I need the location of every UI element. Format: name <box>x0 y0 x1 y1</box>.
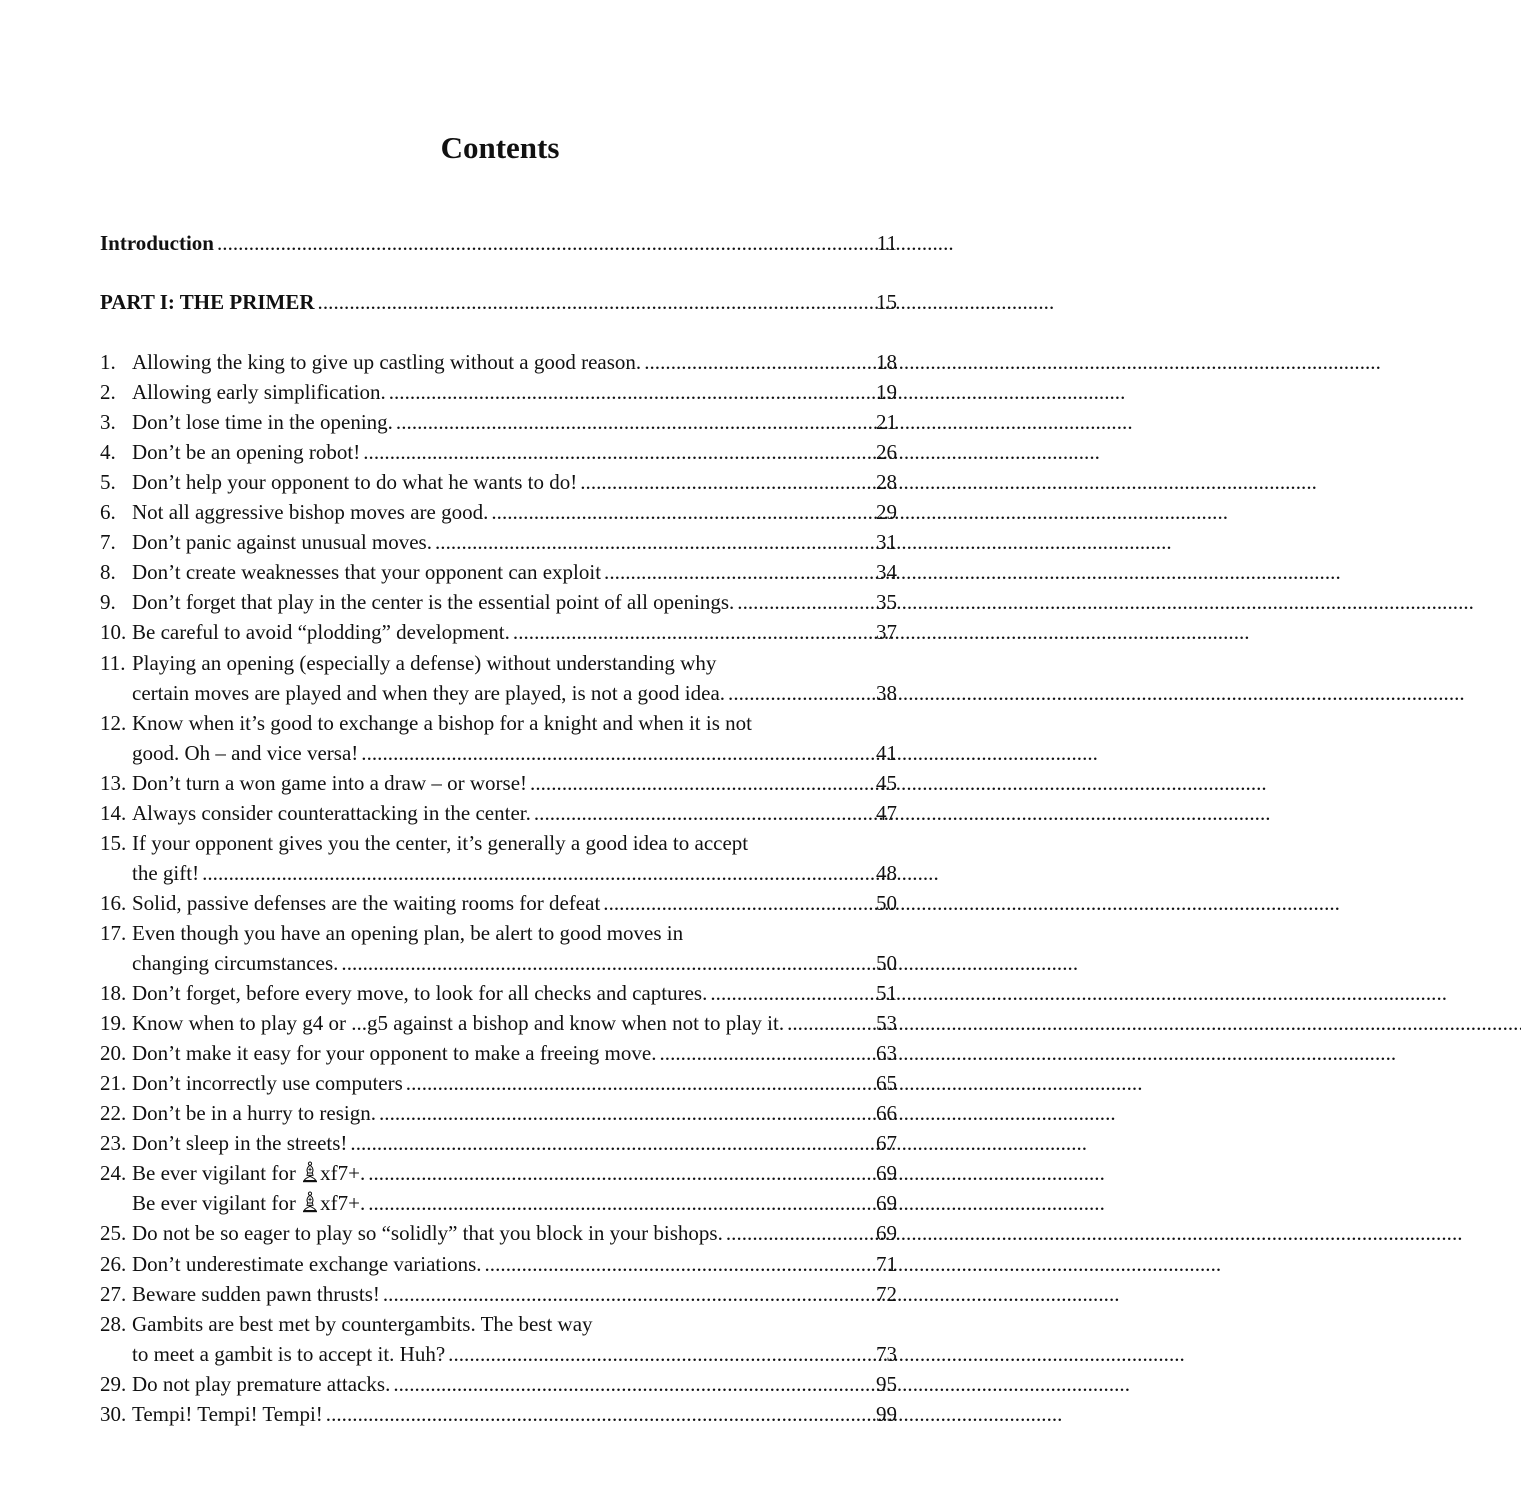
dot-leader <box>406 1068 873 1098</box>
entry-title: the gift! <box>132 860 200 885</box>
dot-leader <box>341 948 873 978</box>
toc-entry <box>100 648 897 678</box>
dot-leader <box>368 1188 873 1218</box>
toc-entry-continuation <box>100 1339 897 1369</box>
page-number: 65 <box>876 1071 897 1096</box>
dot-leader <box>644 347 873 377</box>
entry-title: Gambits are best met by countergambits. The best way <box>132 1311 593 1336</box>
entry-number: 23. <box>100 1131 127 1156</box>
page-number: 69 <box>876 1161 897 1186</box>
page-number: 19 <box>876 380 897 405</box>
entry-title: Allowing early simplification. <box>132 380 386 405</box>
entry-number: 17. <box>100 920 127 945</box>
entry-number: 7. <box>100 530 116 555</box>
toc-entry <box>100 557 897 587</box>
page-number: 29 <box>876 500 897 525</box>
toc-entry <box>100 587 897 617</box>
page-number: 34 <box>876 560 897 585</box>
entry-number: 13. <box>100 770 127 795</box>
dot-leader <box>485 1249 874 1279</box>
page-number: 28 <box>876 470 897 495</box>
chess-bishop-icon <box>301 1161 319 1183</box>
toc-entry <box>100 978 897 1008</box>
dot-leader <box>396 407 873 437</box>
entry-title: PART I: THE PRIMER <box>100 290 315 314</box>
dot-leader <box>363 437 873 467</box>
dot-leader <box>318 287 873 317</box>
entry-title: Don’t forget, before every move, to look for all checks and captures. <box>132 981 708 1006</box>
page-title: Contents <box>440 130 560 165</box>
dot-leader <box>534 798 873 828</box>
page-number: 66 <box>876 1101 897 1126</box>
dot-leader <box>435 527 873 557</box>
page-number: 18 <box>876 350 897 374</box>
entry-title: Don’t panic against unusual moves. <box>132 530 432 555</box>
toc-entry <box>100 497 897 527</box>
entry-number: 5. <box>100 470 116 495</box>
entry-title: Don’t underestimate exchange variations. <box>132 1251 482 1276</box>
toc-entry <box>100 467 897 497</box>
entry-number: 19. <box>100 1011 127 1036</box>
toc-entry <box>100 347 897 377</box>
page-number: 41 <box>876 740 897 765</box>
dot-leader <box>726 1218 873 1248</box>
page-number: 15 <box>876 290 897 314</box>
entry-title: Don’t lose time in the opening. <box>132 410 393 435</box>
toc-entry <box>100 828 897 858</box>
entry-number: 11. <box>100 650 126 675</box>
entry-number: 18. <box>100 981 127 1006</box>
page-number: 69 <box>876 1221 897 1246</box>
toc-entry <box>100 1068 897 1098</box>
entry-number: 1. <box>100 350 116 374</box>
chess-bishop-icon <box>301 1191 319 1213</box>
toc-entry <box>100 377 897 407</box>
entry-number: 4. <box>100 440 116 465</box>
entry-title: Do not play premature attacks. <box>132 1371 391 1396</box>
entry-number: 26. <box>100 1251 127 1276</box>
dot-leader <box>379 1098 873 1128</box>
entry-number: 14. <box>100 800 127 825</box>
entry-number: 16. <box>100 890 127 915</box>
page-number: 50 <box>876 951 897 975</box>
entry-number: 28. <box>100 1311 127 1336</box>
entry-number: 24. <box>100 1161 127 1186</box>
entry-number: 27. <box>100 1281 127 1306</box>
dot-leader <box>580 467 873 497</box>
page-number: 50 <box>876 890 897 915</box>
toc-entry <box>100 1128 897 1158</box>
toc-top-entry <box>100 228 897 258</box>
entry-title: Be careful to avoid “plodding” development. <box>132 620 510 645</box>
entry-title-part: xf7+. <box>320 1191 366 1216</box>
entry-title <box>132 1158 365 1188</box>
dot-leader <box>710 978 873 1008</box>
page-number: 95 <box>876 1371 897 1396</box>
entry-number: 25. <box>100 1221 127 1246</box>
entry-title: Don’t help your opponent to do what he wants to do! <box>132 470 578 495</box>
entry-title: Always consider counterattacking in the center. <box>132 800 531 825</box>
entry-number: 29. <box>100 1371 127 1396</box>
entry-number: 20. <box>100 1041 127 1066</box>
toc-top-entry <box>100 287 897 317</box>
entry-title: Know when it’s good to exchange a bishop for a knight and when it is not <box>132 710 752 735</box>
page-number: 69 <box>876 1191 897 1216</box>
dot-leader <box>737 587 873 617</box>
entry-title: Don’t be an opening robot! <box>132 440 361 465</box>
entry-number: 10. <box>100 620 127 645</box>
entry-title-part: xf7+. <box>320 1161 366 1186</box>
toc-entry <box>100 1218 897 1248</box>
toc-entry-continuation <box>100 678 897 708</box>
page-number: 38 <box>876 680 897 705</box>
entry-title: Know when to play g4 or ...g5 against a bishop and know when not to play it. <box>132 1011 785 1036</box>
entry-title-part: Be ever vigilant for <box>132 1161 302 1186</box>
entry-title: Don’t be in a hurry to resign. <box>132 1101 376 1126</box>
toc-entry <box>100 1249 897 1279</box>
toc-entry <box>100 1098 897 1128</box>
entry-title: Do not be so eager to play so “solidly” that you block in your bishops. <box>132 1221 723 1246</box>
entry-title: Don’t sleep in the streets! <box>132 1131 348 1156</box>
toc-entry-continuation <box>100 948 897 978</box>
entry-title-part: Be ever vigilant for <box>132 1191 302 1216</box>
page-number: 99 <box>876 1401 897 1426</box>
entry-title: Don’t make it easy for your opponent to make a freeing move. <box>132 1041 657 1066</box>
dot-leader <box>491 497 873 527</box>
dot-leader <box>350 1128 873 1158</box>
dot-leader <box>728 678 873 708</box>
page-number: 73 <box>876 1341 897 1366</box>
toc-entry <box>100 1309 897 1339</box>
entry-title: Tempi! Tempi! Tempi! <box>132 1401 323 1426</box>
entry-number: 21. <box>100 1071 127 1096</box>
page-number: 47 <box>876 800 897 825</box>
entry-title: If your opponent gives you the center, it’s generally a good idea to accept <box>132 830 749 855</box>
toc-entry-continuation <box>100 858 897 888</box>
entry-title: Allowing the king to give up castling without a good reason. <box>132 350 642 374</box>
entry-title: Beware sudden pawn thrusts! <box>132 1281 380 1306</box>
toc-entry <box>100 1369 897 1399</box>
page-number: 67 <box>876 1131 897 1156</box>
entry-number: 8. <box>100 560 116 585</box>
toc-entry-continuation <box>100 738 897 768</box>
entry-title: Introduction <box>100 231 214 255</box>
dot-leader <box>448 1339 873 1369</box>
entry-title: certain moves are played and when they are played, is not a good idea. <box>132 680 726 705</box>
toc-entry <box>100 708 897 738</box>
dot-leader <box>383 1279 873 1309</box>
dot-leader <box>326 1399 873 1429</box>
dot-leader <box>368 1158 873 1188</box>
page-number: 37 <box>876 620 897 645</box>
entry-number: 3. <box>100 410 116 435</box>
dot-leader <box>361 738 873 768</box>
dot-leader <box>530 768 873 798</box>
page-number: 48 <box>876 860 897 885</box>
page-number: 45 <box>876 770 897 795</box>
page-number: 31 <box>876 530 897 555</box>
page-number: 35 <box>876 590 897 615</box>
entry-number: 15. <box>100 830 127 855</box>
toc-entry <box>100 407 897 437</box>
entry-number: 12. <box>100 710 127 735</box>
page-number: 71 <box>876 1251 897 1276</box>
toc-entry <box>100 798 897 828</box>
entry-number: 2. <box>100 380 116 405</box>
dot-leader <box>604 557 873 587</box>
entry-title <box>132 1188 365 1218</box>
toc-entry <box>100 1279 897 1309</box>
toc-entry-continuation <box>100 1188 897 1218</box>
entry-title: Not all aggressive bishop moves are good. <box>132 500 489 525</box>
dot-leader <box>787 1008 873 1038</box>
entry-title: Solid, passive defenses are the waiting rooms for defeat <box>132 890 601 915</box>
toc-entry <box>100 1158 897 1188</box>
page-number: 53 <box>876 1011 897 1036</box>
toc-entry <box>100 1038 897 1068</box>
toc-entry <box>100 918 897 948</box>
entry-title: Don’t forget that play in the center is the essential point of all openings. <box>132 590 735 615</box>
entry-number: 22. <box>100 1101 127 1126</box>
toc-entry <box>100 1399 897 1429</box>
toc-entry <box>100 1008 897 1038</box>
entry-title: changing circumstances. <box>132 951 339 975</box>
entry-number: 9. <box>100 590 116 615</box>
entry-title: Playing an opening (especially a defense) without understanding why <box>132 650 717 675</box>
dot-leader <box>603 888 873 918</box>
toc-entry <box>100 437 897 467</box>
entry-title: Even though you have an opening plan, be alert to good moves in <box>132 920 684 945</box>
page-number: 51 <box>876 981 897 1006</box>
toc-entry <box>100 768 897 798</box>
page-number: 26 <box>876 440 897 465</box>
page-number: 11 <box>876 231 897 255</box>
entry-number: 6. <box>100 500 116 525</box>
dot-leader <box>513 617 873 647</box>
entry-title: to meet a gambit is to accept it. Huh? <box>132 1341 446 1366</box>
toc-entry <box>100 617 897 647</box>
dot-leader <box>659 1038 873 1068</box>
entry-number: 30. <box>100 1401 127 1426</box>
entry-title: Don’t turn a won game into a draw – or worse! <box>132 770 528 795</box>
page-number: 21 <box>876 410 897 435</box>
dot-leader <box>389 377 873 407</box>
page-number: 63 <box>876 1041 897 1066</box>
dot-leader <box>202 858 873 888</box>
entry-title: Don’t create weaknesses that your opponent can exploit <box>132 560 602 585</box>
entry-title: Don’t incorrectly use computers <box>132 1071 403 1096</box>
toc-entry <box>100 888 897 918</box>
dot-leader <box>217 228 874 258</box>
page-number: 72 <box>876 1281 897 1306</box>
toc-entry <box>100 527 897 557</box>
dot-leader <box>393 1369 873 1399</box>
entry-title: good. Oh – and vice versa! <box>132 740 359 765</box>
